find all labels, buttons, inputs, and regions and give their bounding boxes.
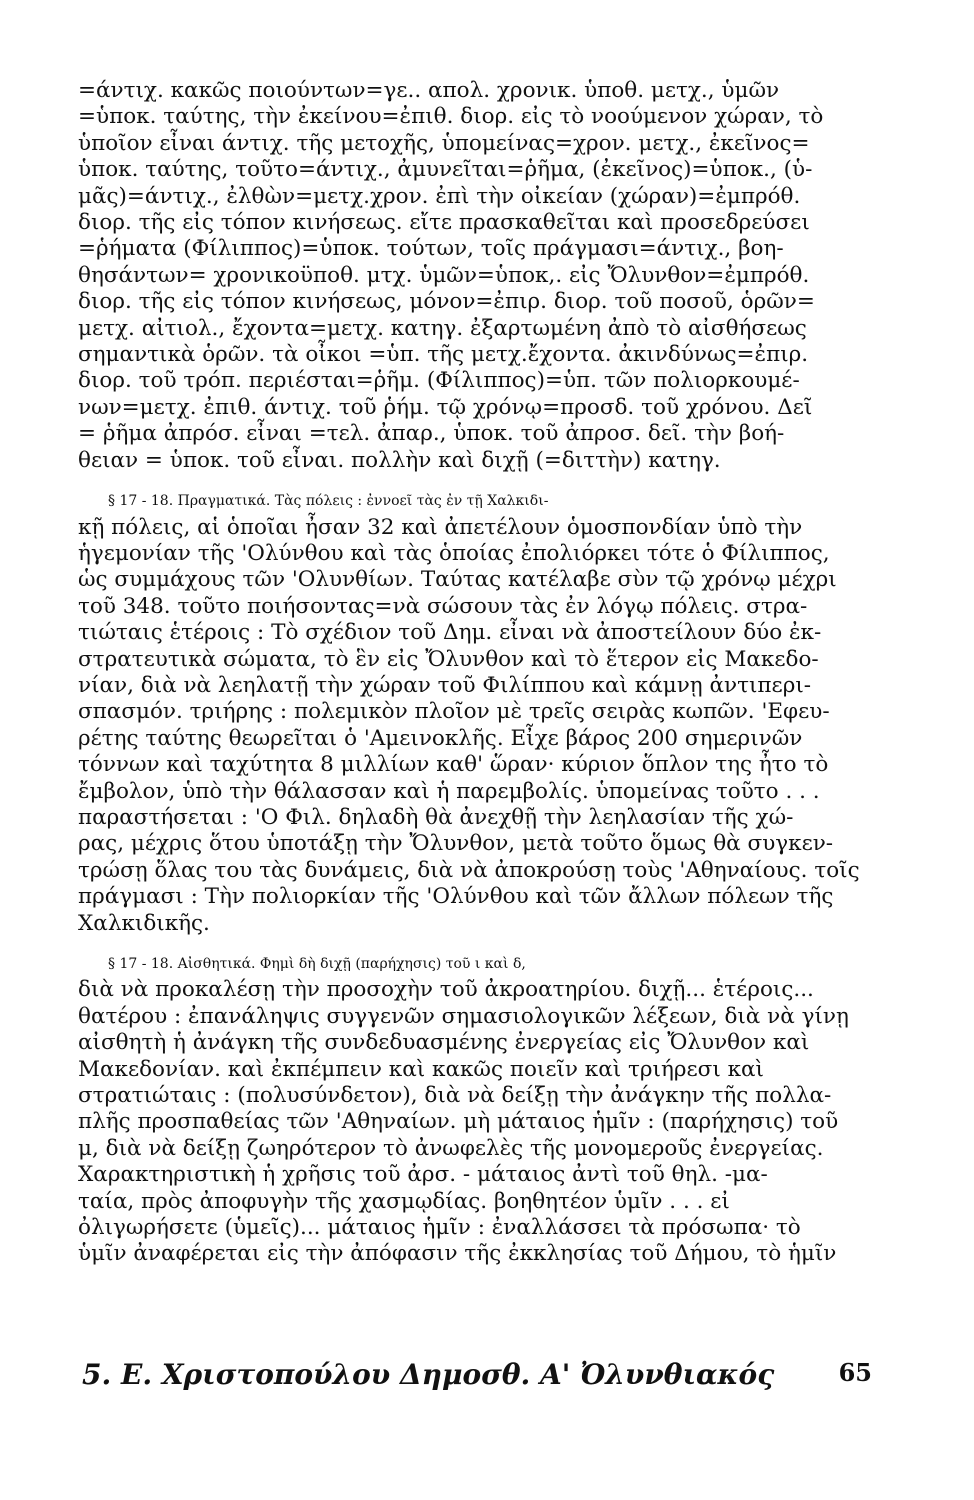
text-line: ὡς συμμάχους τῶν 'Ολυνθίων. Ταύτας κατέλαβε σὺν τῷ χρόνῳ μέχρι <box>78 567 837 593</box>
text-line: τιώταις ἑτέροις : Τὸ σχέδιον τοῦ Δημ. εἶναι νὰ ἀποστείλουν δύο ἐκ- <box>78 620 822 646</box>
text-line: ὑμῖν ἀναφέρεται εἰς τὴν ἀπόφασιν τῆς ἐκκλησίας τοῦ Δήμου, τὸ ἡμῖν <box>78 1241 837 1267</box>
page-number: 65 <box>838 1358 872 1387</box>
text-line: τρώσῃ ὅλας του τὰς δυνάμεις, διὰ νὰ ἀποκρούσῃ τοὺς 'Αθηναίους. τοῖς <box>78 857 860 883</box>
text-line: =ὑποκ. ταύτης, τὴν ἐκείνου=ἐπιθ. διορ. εἰς τὸ νοούμενον χώραν, τὸ <box>78 104 824 130</box>
text-line: στρατευτικὰ σώματα, τὸ ἓν εἰς Ὄλυνθον καὶ τὸ ἕτερον εἰς Μακεδο- <box>78 646 819 672</box>
section-heading-aisthetika: § 17 - 18. Αἰσθητικά. Φημὶ δὴ διχῇ (παρήχησις) τοῦ ι καὶ δ, <box>108 956 526 972</box>
text-line: ρας, μέχρις ὅτου ὑποτάξῃ τὴν Ὄλυνθον, μετὰ τοῦτο ὅμως θὰ συγκεν- <box>78 831 834 857</box>
text-line: Χαλκιδικῆς. <box>78 910 210 936</box>
text-line: διορ. τῆς εἰς τόπον κινήσεως, μόνον=ἐπιρ. διορ. τοῦ ποσοῦ, ὁρῶν= <box>78 289 815 315</box>
text-line: =άντιχ. κακῶς ποιούντων=γε.. απολ. χρονικ. ὑποθ. μετχ., ὑμῶν <box>78 78 780 103</box>
text-line: μετχ. αἰτιολ., ἔχοντα=μετχ. κατηγ. ἐξαρτωμένη ἀπὸ τὸ αἰσθήσεως <box>78 315 807 341</box>
page-footer <box>82 1358 872 1391</box>
text-line: ταία, πρὸς ἀποφυγὴν τῆς χασμῳδίας. βοηθητέον ὑμῖν . . . εἰ <box>78 1188 730 1214</box>
text-line: διορ. τοῦ τρόπ. περιέσται=ῥῆμ. (Φίλιππος)=ὑπ. τῶν πολιορκουμέ- <box>78 368 800 394</box>
text-line: ὑποῖον εἶναι άντιχ. τῆς μετοχῆς, ὑπομείνας=χρον. μετχ., ἐκεῖνος= <box>78 130 810 156</box>
text-line: κῇ πόλεις, αἱ ὁποῖαι ἦσαν 32 καὶ ἀπετέλουν ὁμοσπονδίαν ὑπὸ τὴν <box>78 514 803 540</box>
text-line: μᾶς)=άντιχ., ἐλθὼν=μετχ.χρον. ἐπὶ τὴν οἰκείαν (χώραν)=ἐμπρόθ. <box>78 183 801 209</box>
text-line: ὀλιγωρήσετε (ὑμεῖς)... μάταιος ἡμῖν : ἐναλλάσσει τὰ πρόσωπα· τὸ <box>78 1215 801 1241</box>
text-line: θατέρου : ἐπανάληψις συγγενῶν σημασιολογικῶν λέξεων, διὰ νὰ γίνῃ <box>78 1003 849 1029</box>
text-line: παραστήσεται : 'Ο Φιλ. δηλαδὴ θὰ ἀνεχθῇ τὴν λεηλασίαν τῆς χώ- <box>78 804 794 830</box>
text-line: ἔμβολον, ὑπὸ τὴν θάλασσαν καὶ ἡ παρεμβολίς. ὑπομείνας τοῦτο . . . <box>78 778 820 804</box>
text-line: νων=μετχ. ἐπιθ. άντιχ. τοῦ ῥήμ. τῷ χρόνῳ=προσδ. τοῦ χρόνου. Δεῖ <box>78 394 813 420</box>
text-line: Χαρακτηριστικὴ ἡ χρῆσις τοῦ ἀρσ. - μάταιος ἀντὶ τοῦ θηλ. -μα- <box>78 1162 768 1188</box>
text-line: ὑποκ. ταύτης, τοῦτο=άντιχ., ἀμυνεῖται=ῥῆμα, (ἐκεῖνος)=ὑποκ., (ὑ- <box>78 157 813 183</box>
text-line: πλῆς προσπαθείας τῶν 'Αθηναίων. μὴ μάταιος ἡμῖν : (παρήχησις) τοῦ <box>78 1109 839 1135</box>
text-line: νίαν, διὰ νὰ λεηλατῇ τὴν χώραν τοῦ Φιλίππου καὶ κάμνῃ ἀντιπερι- <box>78 672 812 698</box>
text-line: διὰ νὰ προκαλέσῃ τὴν προσοχὴν τοῦ ἀκροατηρίου. διχῇ... ἑτέροις... <box>78 977 814 1003</box>
text-line: στρατιώταις : (πολυσύνδετον), διὰ νὰ δείξῃ τὴν ἀνάγκην τῆς πολλα- <box>78 1083 832 1109</box>
text-line: = ῥῆμα ἀπρόσ. εἶναι =τελ. ἀπαρ., ὑποκ. τοῦ ἀπροσ. δεῖ. τὴν βοή- <box>78 421 785 447</box>
commentary-text <box>78 78 868 1268</box>
section-heading-pragmatika: § 17 - 18. Πραγματικά. Τὰς πόλεις : ἐννοεῖ τὰς ἐν τῇ Χαλκιδι- <box>108 493 549 510</box>
text-line: θησάντων= χρονικοϋποθ. μτχ. ὑμῶν=ὑποκ,. εἰς Ὄλυνθον=ἐμπρόθ. <box>78 262 810 288</box>
text-line: πράγμασι : Τὴν πολιορκίαν τῆς 'Ολύνθου καὶ τῶν ἄλλων πόλεων τῆς <box>78 884 834 910</box>
text-line: =ῥήματα (Φίλιππος)=ὑποκ. τούτων, τοῖς πράγμασι=άντιχ., βοη- <box>78 236 784 262</box>
text-line: τόννων καὶ ταχύτητα 8 μιλλίων καθ' ὥραν· κύριον ὅπλον της ἦτο τὸ <box>78 752 829 778</box>
text-line: μ, διὰ νὰ δείξῃ ζωηρότερον τὸ ἀνωφελὲς τῆς μονομεροῦς ἐνεργείας. <box>78 1135 824 1161</box>
text-line: ἡγεμονίαν τῆς 'Ολύνθου καὶ τὰς ὁποίας ἐπολιόρκει τότε ὁ Φίλιππος, <box>78 540 830 566</box>
text-line: διορ. τῆς εἰς τόπον κινήσεως. εἴτε πρασκαθεῖται καὶ προσεδρεύσει <box>78 210 810 236</box>
text-line: θειαν = ὑποκ. τοῦ εἶναι. πολλὴν καὶ διχῇ (=διττὴν) κατηγ. <box>78 447 721 473</box>
text-line: ρέτης ταύτης θεωρεῖται ὁ 'Αμεινοκλῆς. Εἶχε βάρος 200 σημερινῶν <box>78 725 803 751</box>
text-line: Μακεδονίαν. καὶ ἐκπέμπειν καὶ κακῶς ποιεῖν καὶ τριήρεσι καὶ <box>78 1056 764 1082</box>
running-title: 5. Ε. Χριστοπούλου Δημοσθ. Α' Ὀλυνθιακός <box>82 1358 775 1391</box>
text-line: τοῦ 348. τοῦτο ποιήσοντας=νὰ σώσουν τὰς ἐν λόγῳ πόλεις. στρα- <box>78 593 808 619</box>
text-line: αἰσθητὴ ἡ ἀνάγκη τῆς συνδεδυασμένης ἐνεργείας εἰς Ὄλυνθον καὶ <box>78 1030 810 1056</box>
text-line: σημαντικὰ ὁρῶν. τὰ οἶκοι =ὑπ. τῆς μετχ.ἔχοντα. ἀκινδύνως=ἐπιρ. <box>78 342 809 368</box>
text-line: σπασμόν. τριήρης : πολεμικὸν πλοῖον μὲ τρεῖς σειρὰς κωπῶν. 'Εφευ- <box>78 699 830 725</box>
